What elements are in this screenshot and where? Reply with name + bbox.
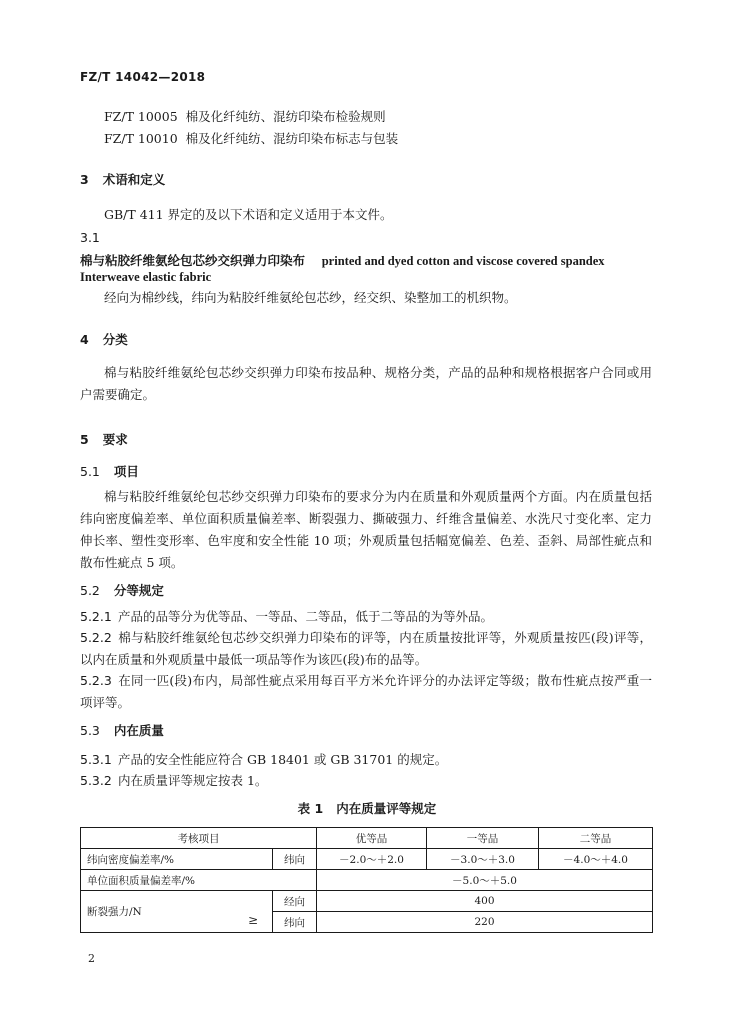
table-caption: 表 1 内在质量评等规定 — [297, 801, 437, 816]
term-3-1-definition: 经向为棉纱线，纬向为粘胶纤维氨纶包芯纱，经交织、染整加工的机织物。 — [104, 290, 517, 305]
row-all-grades: 220 — [317, 912, 653, 933]
clause-5-3-2: 5.3.2 内在质量评等规定按表 1。 — [80, 773, 268, 788]
greater-equal-sign: ≥ — [248, 913, 259, 927]
row-all-grades: 400 — [317, 891, 653, 912]
table-row — [81, 870, 653, 891]
header-item: 考核项目 — [81, 828, 317, 849]
quality-grade-table — [80, 827, 653, 933]
clause-5-2-2: 5.2.2 棉与粘胶纤维氨纶包芯纱交织弹力印染布的评等，内在质量按批评等，外观质量按匹(段)评等，以内在质量和外观质量中最低一项品等作为该匹(段)布的品等。 — [80, 630, 652, 667]
row-grade-3: －4.0～＋4.0 — [539, 849, 653, 870]
section-5-1-heading: 5.1 项目 — [80, 464, 139, 479]
header-grade-2: 一等品 — [427, 828, 539, 849]
ref-item — [104, 132, 398, 146]
section-3-intro: GB/T 411 界定的及以下术语和定义适用于本文件。 — [104, 207, 393, 222]
section-5-2-heading: 5.2 分等规定 — [80, 583, 164, 598]
row-item: 纬向密度偏差率/% — [81, 849, 273, 870]
row-grade-1: －2.0～＋2.0 — [317, 849, 427, 870]
ref-title: 棉及化纤纯纺、混纺印染布检验规则 — [185, 109, 386, 124]
row-all-grades: －5.0～＋5.0 — [317, 870, 653, 891]
clause-5-2-1: 5.2.1 产品的品等分为优等品、一等品、二等品，低于二等品的为等外品。 — [80, 609, 494, 624]
row-grade-2: －3.0～＋3.0 — [427, 849, 539, 870]
ref-code: FZ/T 10010 — [104, 131, 178, 146]
term-3-1-title: 棉与粘胶纤维氨纶包芯纱交织弹力印染布 printed and dyed cotton and viscose covered spandex — [80, 253, 605, 268]
row-direction: 经向 — [273, 891, 317, 912]
clause-5-2-3: 5.2.3 在同一匹(段)布内，局部性疵点采用每百平方米允许评分的办法评定等级；散布性疵点按严重一项评等。 — [80, 673, 652, 710]
ref-title: 棉及化纤纯纺、混纺印染布标志与包装 — [185, 131, 399, 146]
section-4-heading: 4 分类 — [80, 332, 128, 347]
header-grade-3: 二等品 — [539, 828, 653, 849]
table-row — [81, 891, 653, 912]
row-direction: 纬向 — [273, 912, 317, 933]
row-direction: 纬向 — [273, 849, 317, 870]
section-5-3-heading: 5.3 内在质量 — [80, 723, 164, 738]
row-item: 单位面积质量偏差率/% — [81, 870, 317, 891]
section-4-text: 棉与粘胶纤维氨纶包芯纱交织弹力印染布按品种、规格分类，产品的品种和规格根据客户合同或用户需要确定。 — [80, 365, 652, 402]
section-5-heading: 5 要求 — [80, 432, 128, 447]
table-row — [81, 849, 653, 870]
clause-5-3-1: 5.3.1 产品的安全性能应符合 GB 18401 或 GB 31701 的规定。 — [80, 752, 448, 767]
row-item: 断裂强力/N — [81, 891, 273, 933]
ref-code: FZ/T 10005 — [104, 109, 178, 124]
section-5-1-text: 棉与粘胶纤维氨纶包芯纱交织弹力印染布的要求分为内在质量和外观质量两个方面。内在质量包括纬向密度偏差率、单位面积质量偏差率、断裂强力、撕破强力、纤维含量偏差、水洗尺寸变化率、定力伸长率、塑性变形率、色牢度和安全性能 10 项；外观质量包括幅宽偏差、色差、歪斜、局部性疵点和散布性疵点 5 项。 — [80, 489, 652, 570]
term-3-1-number: 3.1 — [80, 230, 100, 245]
term-3-1-title-cont: Interweave elastic fabric — [80, 270, 212, 284]
ref-item — [104, 110, 386, 124]
header-grade-1: 优等品 — [317, 828, 427, 849]
section-3-heading: 3 术语和定义 — [80, 172, 166, 187]
page-number: 2 — [88, 952, 95, 965]
standard-code-header: FZ/T 14042—2018 — [80, 70, 206, 84]
table-header-row — [81, 828, 653, 849]
